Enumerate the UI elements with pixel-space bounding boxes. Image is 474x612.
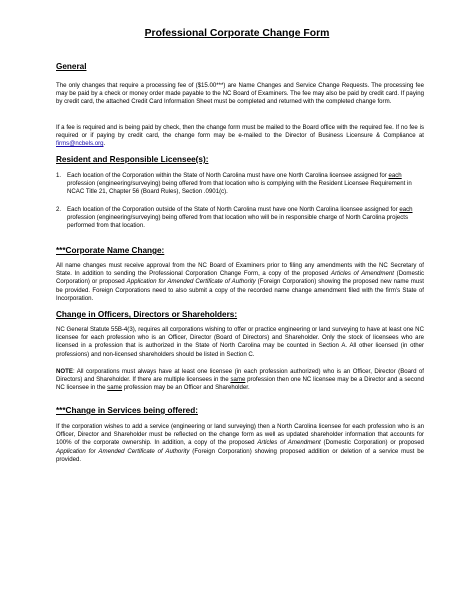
name-change-heading: ***Corporate Name Change: xyxy=(56,246,165,255)
page-title: Professional Corporate Change Form xyxy=(144,28,330,39)
list-number: 1. xyxy=(56,172,62,179)
firms-email-link[interactable]: firms@ncbels.org xyxy=(56,140,104,148)
list-number: 2. xyxy=(56,206,62,213)
services-paragraph: If the corporation wishes to add a service (engineering or land surveying) then a North Carolina licensee for each profession who is an Officer, Director and Shareholder must be reflected on the change form as well as updated shareholder information that accounts for 100% of the corporate ownership. In addition, a copy of the proposed Articles of Amendment (Domestic Corporation) or proposed Application for Amended Certificate of Authority (Foreign Corporation) showing proposed addition or deletion of a service must be provided. xyxy=(56,423,424,463)
name-change-paragraph: All name changes must receive approval from the NC Board of Examiners prior to filing any amendments with the NC Secretary of State. In addition to sending the Professional Corporation Change Form, a copy of the proposed Articles of Amendment (Domestic Corporation) or proposed Application for Amended Certificate of Authority (Foreign Corporation) showing the proposed new name must be provided. Foreign Corporations need to also submit a copy of the recorded name change amendment filed with the firm’s State of Incorporation. xyxy=(56,262,425,302)
note-label: NOTE xyxy=(56,368,73,375)
general-paragraph-fee: The only changes that require a processing fee of ($15.00***) are Name Changes and Service Change Requests. The processing fee may be paid by a check or money order made payable to the NC Board of Examiners. The fee may also be paid by credit card. If paying by credit card, the attached Credit Card Information Sheet must be completed and returned with the completed change form. xyxy=(56,82,424,106)
general-paragraph-submission: If a fee is required and is being paid by check, then the change form must be mailed to the Board office with the required fee. If no fee is required or if paying by credit card, the change form may be e-mailed to the Director of Business Licensure & Compliance at firms@ncbels.org. xyxy=(56,124,424,148)
general-heading: General xyxy=(56,62,87,71)
services-heading: ***Change in Services being offered: xyxy=(56,406,198,415)
document-page: Professional Corporate Change Form General The only changes that require a processing fee of ($15.00***) are Name Changes and Service Change Requests. The processing fee may be paid by a check or money order made payable to the NC Board of Examiners. The fee may also be paid by credit card. If paying by credit card, the attached Credit Card Information Sheet must be completed and returned with the completed change form. If a fee is required and is being paid by check, then the change form must be mailed to the Board office with the required fee. If no fee is required or if paying by credit card, the change form may be e-mailed to the Director of Business Licensure & Compliance at firms@ncbels.org. Resident and Responsible Licensee(s): 1. Each location of the Corporation within the State of North Carolina must have one North Carolina licensee assigned for each profession (engineering/surveying) being offered from that location who is complying with the Resident Licensee Requirement in NCAC Title 21, Chapter 56 (Board Rules), Section .0901(c). 2. Each location of the Corporation outside of the State of North Carolina must have one North Carolina licensee assigned for each profession (engineering/surveying) being offered from that location who will be in responsible charge of North Carolina projects performed from that location. ***Corporate Name Change: All name changes must receive approval from the NC Board of Examiners prior to filing any amendments with the NC Secretary of State. In addition to sending the Professional Corporation Change Form, a copy of the proposed Articles of Amendment (Domestic Corporation) or proposed Application for Amended Certificate of Authority (Foreign Corporation) showing the proposed new name must be provided. Foreign Corporations need to also submit a copy of the recorded name change amendment filed with the firm’s State of Incorporation. Change in Officers, Directors or Shareholders: NC General Statute 55B-4(3), requires all corporations wishing to offer or practice engineering or land surveying to have at least one NC licensee for each profession who is an Officer, Director (Board of Directors) and Shareholder. Only the stock of licensees who are licensed in a profession that is authorized in the State of North Carolina may be counted in Section A. All other licensed (in other professions) and non-licensed shareholders should be listed in Section C. NOTE: All corporations must always have at least one licensee (in each profession authorized) who is an Officer, Director (Board of Directors) and Shareholder. If there are multiple licensees in the same profession then one NC licensee may be a Director and a second NC licensee in the same profession may be an Officer and Shareholder. ***Change in Services being offered: If the corporation wishes to add a service (engineering or land surveying) then a North Carolina licensee for each profession who is an Officer, Director and Shareholder must be reflected on the change form as well as updated shareholder information that accounts for 100% of the corporate ownership. In addition, a copy of the proposed Articles of Amendment (Domestic Corporation) or proposed Application for Amended Certificate of Authority (Foreign Corporation) showing proposed addition or deletion of a service must be provided. xyxy=(0,0,474,612)
resident-heading: Resident and Responsible Licensee(s): xyxy=(56,155,209,164)
officers-heading: Change in Officers, Directors or Shareholders: xyxy=(56,310,238,319)
officers-paragraph-note: NOTE: All corporations must always have at least one licensee (in each profession authorized) who is an Officer, Director (Board of Directors) and Shareholder. If there are multiple licensees in the same profession then one NC licensee may be a Director and a second NC licensee in the same profession may be an Officer and Shareholder. xyxy=(56,368,424,392)
officers-paragraph-statute: NC General Statute 55B-4(3), requires all corporations wishing to offer or practice engineering or land surveying to have at least one NC licensee for each profession who is an Officer, Director (Board of Directors) and Shareholder. Only the stock of licensees who are licensed in a profession that is authorized in the State of North Carolina may be counted in Section A. All other licensed (in other professions) and non-licensed shareholders should be listed in Section C. xyxy=(56,326,424,358)
